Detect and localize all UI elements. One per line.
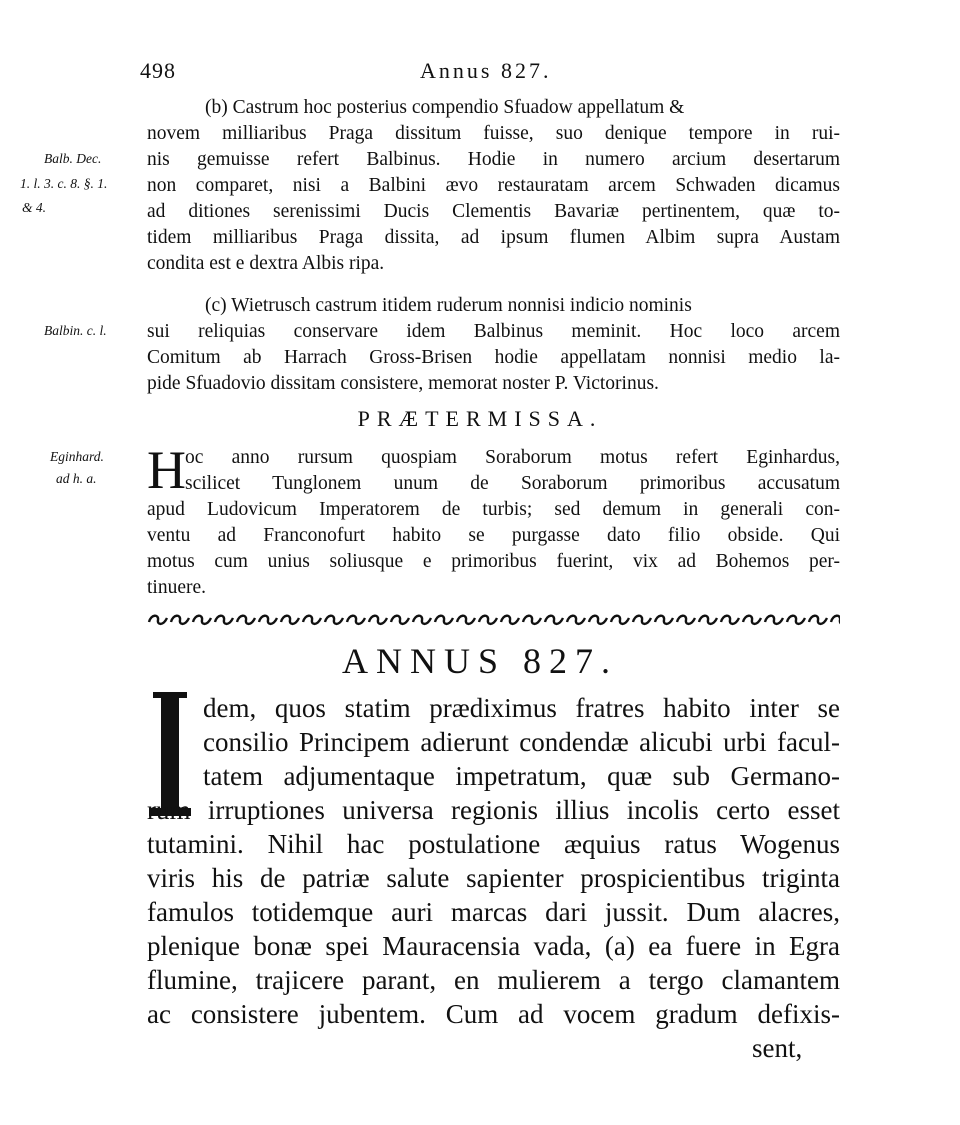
ornamental-rule [147, 612, 840, 628]
paragraph-line: apud Ludovicum Imperatorem de turbis; sed demum in generali con- [147, 499, 840, 520]
ornament-scroll [193, 616, 211, 624]
running-title: Annus 827. [420, 58, 552, 83]
ornament-scroll [809, 616, 827, 624]
paragraph-line: ventu ad Franconofurt habito se purgasse dato filio obside. Qui [147, 525, 840, 546]
paragraph-line: oc anno rursum quospiam Soraborum motus refert Eginhardus, [185, 447, 840, 468]
paragraph-line: scilicet Tunglonem unum de Soraborum primoribus accusatum [185, 473, 840, 494]
ornament-scroll [567, 616, 585, 624]
paragraph-line: famulos totidemque auri marcas dari jussit. Dum alacres, [147, 897, 840, 927]
ornament-scroll [215, 616, 233, 624]
ornament-scroll [325, 616, 343, 624]
paragraph-line: tatem adjumentaque impetratum, quæ sub Germano- [203, 761, 840, 791]
ornament-scroll [149, 616, 167, 624]
ornament-scroll [523, 616, 541, 624]
ornament-scroll [479, 616, 497, 624]
ornament-scroll [677, 616, 695, 624]
ornament-scroll [259, 616, 277, 624]
page-header [0, 58, 960, 88]
footnote-b-line: tidem milliaribus Praga dissita, ad ipsum flumen Albim supra Austam [147, 227, 840, 248]
paragraph-line: flumine, trajicere parant, en mulierem a tergo clamantem [147, 965, 840, 995]
ornament-scroll [347, 616, 365, 624]
ornament-scroll [787, 616, 805, 624]
ornament-scroll [743, 616, 761, 624]
ornament-scroll [171, 616, 189, 624]
ornament-scroll [589, 616, 607, 624]
paragraph-line: motus cum unius soliusque e primoribus fuerint, vix ad Bohemos per- [147, 551, 840, 572]
footnote-b-line: novem milliaribus Praga dissitum fuisse, suo denique tempore in rui- [147, 123, 840, 144]
margin-note-line: 1. l. 3. c. 8. §. 1. [20, 176, 108, 191]
margin-note-line: Eginhard. [50, 449, 104, 464]
section-heading: PRÆTERMISSA. [357, 406, 603, 431]
ornament-scroll [237, 616, 255, 624]
paragraph-line: plenique bonæ spei Mauracensia vada, (a) ea fuere in Egra [147, 931, 840, 961]
paragraph-line: dem, quos statim prædiximus fratres habito inter se [203, 693, 840, 723]
footnote-c-line: sui reliquias conservare idem Balbinus meminit. Hoc loco arcem [147, 321, 840, 342]
ornament-scroll [765, 616, 783, 624]
ornament-scroll [545, 616, 563, 624]
ornament-scroll [633, 616, 651, 624]
ornament-scroll [457, 616, 475, 624]
ornament-scroll [391, 616, 409, 624]
ornament-scroll [655, 616, 673, 624]
footnote-b-line: nis gemuisse refert Balbinus. Hodie in numero arcium desertarum [147, 149, 840, 170]
footnote-c-line: Comitum ab Harrach Gross-Brisen hodie appellatam nonnisi medio la- [147, 347, 840, 368]
margin-note-line: ad h. a. [56, 471, 97, 486]
ornament-scroll [611, 616, 629, 624]
ornament-scroll [413, 616, 431, 624]
margin-note-line: Balb. Dec. [44, 151, 102, 166]
ornament-scroll [699, 616, 717, 624]
margin-note-line: & 4. [22, 200, 47, 215]
paragraph-line: tinuere. [147, 577, 207, 598]
margin-note-balbin: Balbin. c. l. [44, 323, 107, 338]
paragraph-line: rum irruptiones universa regionis illius incolis certo esset [147, 795, 840, 825]
ornament-scroll [303, 616, 321, 624]
paragraph-line: viris his de patriæ salute sapienter prospicientibus triginta [147, 863, 840, 893]
footnote-b-line: (b) Castrum hoc posterius compendio Sfuadow appellatum & [205, 97, 685, 118]
paragraph-line: consilio Principem adierunt condendæ alicubi urbi facul- [203, 727, 840, 757]
ornament-scroll [369, 616, 387, 624]
ornament-scroll [281, 616, 299, 624]
ornament-scroll [435, 616, 453, 624]
footnote-b-line: condita est e dextra Albis ripa. [147, 253, 385, 274]
page-number: 498 [140, 58, 176, 83]
catchword: sent, [752, 1033, 803, 1063]
footnote-c-line: (c) Wietrusch castrum itidem ruderum nonnisi indicio nominis [205, 295, 692, 316]
paragraph-line: ac consistere jubentem. Cum ad vocem gradum defixis- [147, 999, 840, 1029]
footnote-c-line: pide Sfuadovio dissitam consistere, memorat noster P. Victorinus. [147, 373, 659, 394]
footnote-b-line: ad ditiones serenissimi Ducis Clementis Bavariæ pertinentem, quæ to- [147, 201, 840, 222]
drop-cap: H [147, 440, 186, 500]
ornament-scroll [721, 616, 739, 624]
ornament-scroll [831, 616, 840, 624]
ornament-scroll [501, 616, 519, 624]
paragraph-line: tutamini. Nihil hac postulatione æquius ratus Wogenus [147, 829, 840, 859]
footnote-b-line: non comparet, nisi a Balbini ævo restauratam arcem Schwaden dicamus [147, 175, 840, 196]
chapter-heading: ANNUS 827. [341, 641, 618, 681]
